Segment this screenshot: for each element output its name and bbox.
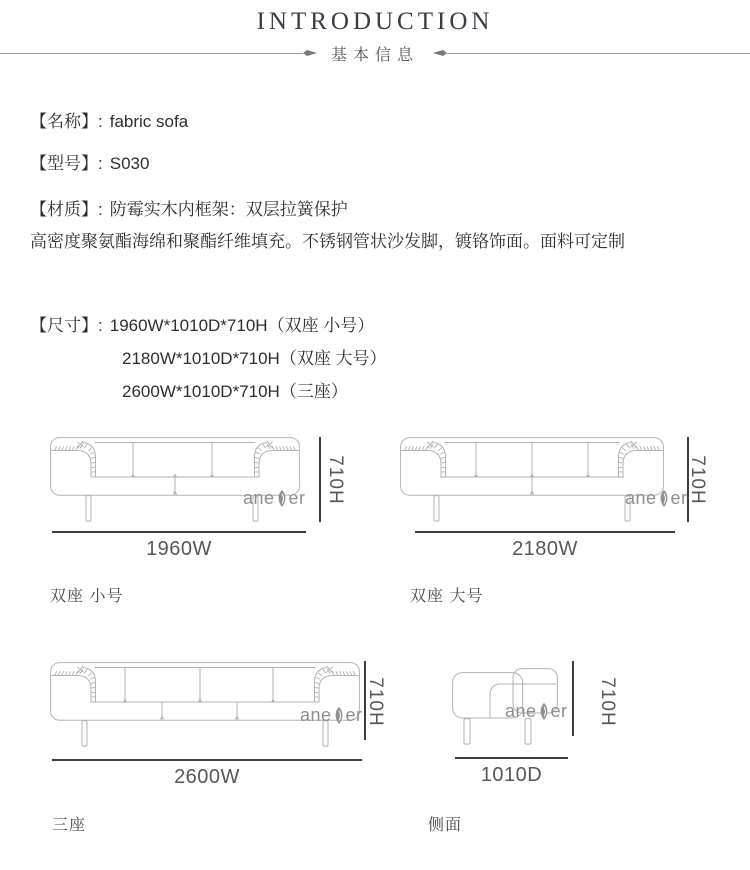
watermark-prefix: ane: [625, 488, 657, 508]
spec-material-value: 防霉实木内框架：双层拉簧保护: [109, 200, 348, 219]
width-dimension-line: [415, 531, 675, 533]
watermark-suffix: er: [288, 488, 306, 508]
diamond-arrow-right-icon: [303, 50, 317, 57]
divider-line-left: [0, 53, 303, 54]
watermark-prefix: ane: [300, 705, 332, 725]
width-dimension-label: 2600W: [174, 766, 240, 788]
divider-line-right: [447, 53, 750, 54]
section-divider: [0, 45, 750, 64]
height-dimension-label: 710H: [325, 455, 346, 505]
height-dimension-line: [319, 437, 321, 522]
depth-dimension-label: 1010D: [480, 764, 543, 786]
spec-model-value: S030: [109, 154, 150, 173]
watermark-leaf-icon: [276, 490, 288, 507]
depth-dimension-line: [455, 757, 568, 759]
spec-material-label: 【材质】:: [30, 200, 103, 219]
diagram-caption: 三座: [52, 817, 87, 834]
diagram-caption: 双座 大号: [410, 588, 484, 605]
sofa-front-small-drawing: [50, 437, 300, 523]
watermark-prefix: ane: [243, 488, 275, 508]
spec-size-label: 【尺寸】:: [30, 316, 103, 335]
spec-material-row: [30, 195, 348, 220]
width-dimension-line: [52, 531, 306, 533]
width-dimension-label: 1960W: [146, 538, 212, 560]
spec-name-label: 【名称】:: [30, 112, 103, 131]
spec-size-line2: 2180W*1010D*710H（双座 大号）: [122, 349, 387, 368]
width-dimension-label: 2180W: [512, 538, 578, 560]
watermark-suffix: er: [670, 488, 688, 508]
watermark-logo: [625, 488, 688, 509]
watermark-suffix: er: [345, 705, 363, 725]
spec-size-row: [30, 311, 374, 336]
sofa-front-large-drawing: [400, 437, 664, 523]
spec-name-row: [30, 107, 188, 132]
watermark-leaf-icon: [538, 703, 550, 720]
spec-model-label: 【型号】:: [30, 154, 103, 173]
watermark-suffix: er: [550, 701, 568, 721]
watermark-leaf-icon: [333, 707, 345, 724]
watermark-prefix: ane: [505, 701, 537, 721]
diamond-arrow-left-icon: [433, 50, 447, 57]
height-dimension-label: 710H: [365, 677, 386, 727]
watermark-leaf-icon: [658, 490, 670, 507]
height-dimension-line: [572, 661, 574, 736]
diagram-caption: 双座 小号: [50, 588, 124, 605]
watermark-logo: [300, 705, 363, 726]
height-dimension-label: 710H: [687, 455, 708, 505]
spec-material-continuation: 高密度聚氨酯海绵和聚酯纤维填充。不锈钢管状沙发脚，镀铬饰面。面料可定制: [30, 232, 625, 251]
diagram-caption: 侧面: [428, 817, 463, 834]
spec-name-value: fabric sofa: [109, 112, 189, 131]
watermark-logo: [243, 488, 306, 509]
spec-size-line3: 2600W*1010D*710H（三座）: [122, 382, 348, 401]
spec-size-line1: 1960W*1010D*710H（双座 小号）: [109, 316, 375, 335]
spec-model-row: [30, 149, 149, 174]
watermark-logo: [505, 701, 568, 722]
page-title: INTRODUCTION: [256, 8, 494, 35]
section-subtitle: 基本信息: [331, 46, 420, 64]
width-dimension-line: [52, 759, 362, 761]
height-dimension-label: 710H: [597, 677, 618, 727]
